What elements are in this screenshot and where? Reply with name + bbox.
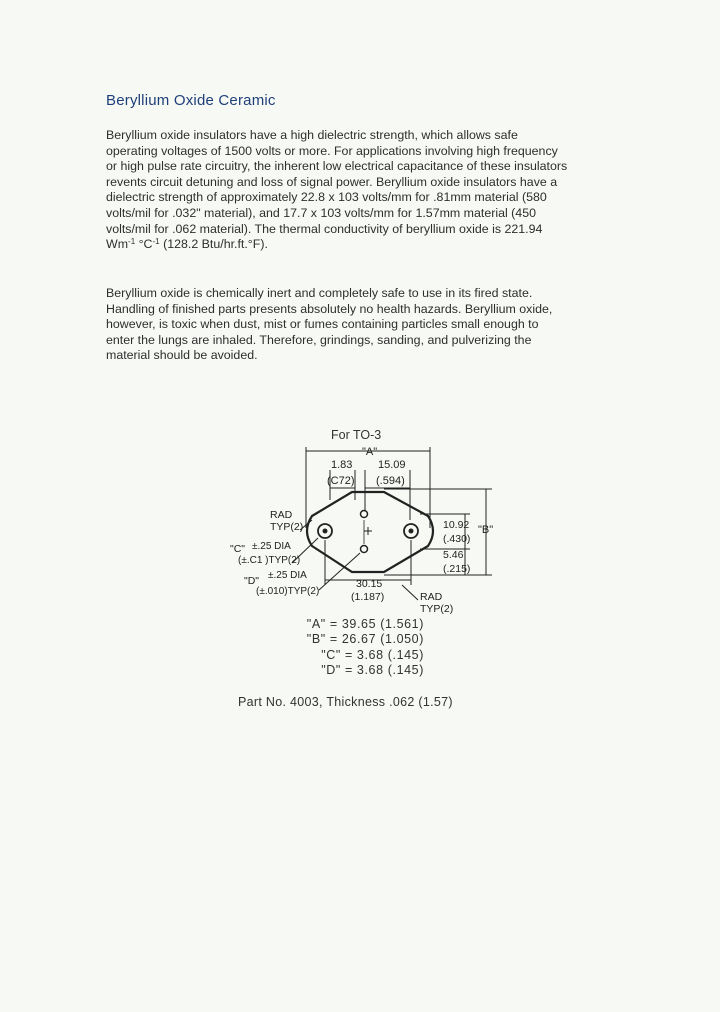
unit-wm: Wm [106,237,129,252]
c-typ: (±.C1 )TYP(2) [238,555,301,566]
dim-0-215: (.215) [443,563,471,575]
dim-0-430: (.430) [443,533,471,545]
paragraph-line: volts/mil for .062 material). The thermal conductivity of beryllium oxide is 221.94 [106,221,543,236]
dim-15-09: 15.09 [378,459,406,471]
dim-0-72: (C72) [327,475,355,487]
figure-caption: For TO-3 [331,428,382,442]
d-tolerance: ±.25 DIA [268,570,307,581]
page-title: Beryllium Oxide Ceramic [106,92,276,109]
unit-btu: (128.2 Btu/hr.ft.°F). [159,237,268,252]
label-b: "B" [478,524,494,536]
dim-1-83: 1.83 [331,459,353,471]
dimension-c: "C" = 3.68 (.145) [321,647,424,662]
unit-sup: -1 [152,237,160,247]
dim-1-187: (1.187) [351,591,385,603]
paragraph-line: volts/mil for .032" material), and 17.7 x 103 volts/mm for 1.57mm material (450 [106,205,536,220]
rad-label-bottom: RAD [420,591,443,603]
pin-hole-top [361,511,368,518]
part-number: Part No. 4003, Thickness .062 (1.57) [238,695,453,709]
paragraph-line: enter the lungs are inhaled. Therefore, grindings, sanding, and pulverizing the [106,332,532,347]
label-d: "D" [244,575,260,587]
d-typ: (±.010)TYP(2) [256,586,320,597]
hole-center [409,529,413,533]
dimension-b: "B" = 26.67 (1.050) [306,632,424,647]
paragraph-line: Handling of finished parts presents absolutely no health hazards. Beryllium oxide, [106,301,553,316]
dim-0-594: (.594) [376,475,405,487]
paragraph-line: revents circuit detuning and loss of signal power. Beryllium oxide insulators have a [106,174,558,189]
rad-label-top: RAD [270,509,293,521]
dim-5-46: 5.46 [443,549,464,561]
typ-label-top: TYP(2) [270,521,304,533]
leader-line [402,585,418,600]
paragraph-line: operating voltages of 1500 volts or more. For applications involving high frequency [106,143,558,158]
paragraph-line: however, is toxic when dust, mist or fumes containing particles small enough to [106,317,539,332]
unit-sup: -1 [128,237,136,247]
dimension-a: "A" = 39.65 (1.561) [306,617,424,631]
dim-30-15: 30.15 [356,578,383,590]
paragraph-line: material should be avoided. [106,348,258,363]
label-a: "A" [362,446,378,458]
typ-label-bottom: TYP(2) [420,603,454,615]
label-c: "C" [230,543,246,555]
dim-10-92: 10.92 [443,519,470,531]
unit-degc: °C [135,237,153,252]
paragraph-line: or high pulse rate circuitry, the inherent low electrical capacitance of these insulators [106,159,568,174]
hole-center [323,529,327,533]
paragraph-line: Beryllium oxide is chemically inert and completely safe to use in its fired state. [106,286,533,300]
paragraph-line: Beryllium oxide insulators have a high dielectric strength, which allows safe [106,128,518,142]
c-tolerance: ±.25 DIA [252,541,291,552]
dimension-list [290,617,450,678]
dimension-d: "D" = 3.68 (.145) [321,662,424,677]
pin-hole-bottom [361,546,368,553]
paragraph-line: dielectric strength of approximately 22.8 x 103 volts/mm for .81mm material (580 [106,190,547,205]
